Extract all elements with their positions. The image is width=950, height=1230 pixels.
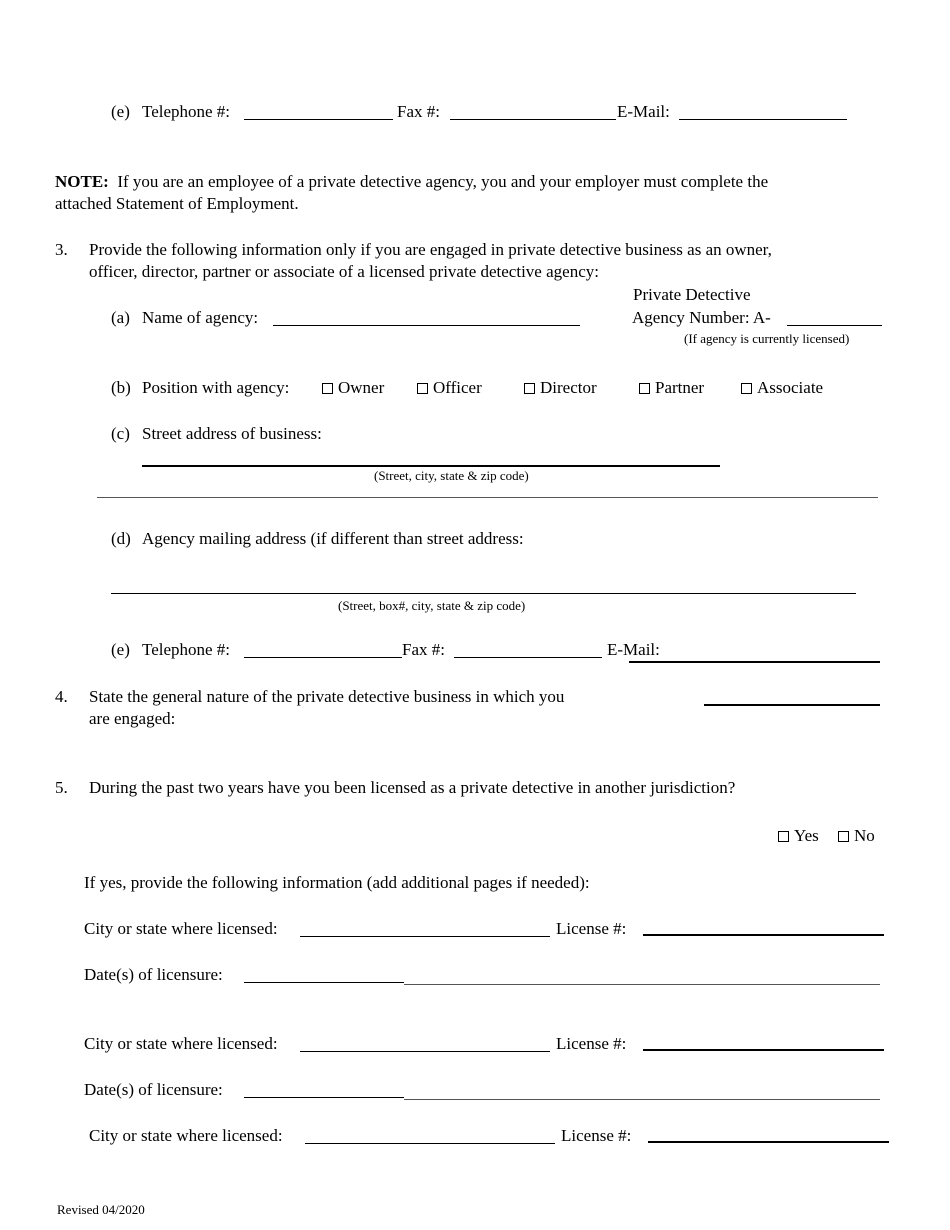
dates-field-2-extension bbox=[404, 1099, 880, 1100]
top-email-label: E-Mail: bbox=[617, 102, 670, 121]
section-divider bbox=[97, 497, 878, 498]
top-telephone-label: Telephone #: bbox=[142, 102, 231, 121]
dates-field-2[interactable] bbox=[244, 1097, 404, 1098]
street-address-field[interactable] bbox=[142, 465, 720, 467]
licensed-yes-label: Yes bbox=[794, 826, 819, 845]
licensed-no-checkbox[interactable] bbox=[838, 826, 875, 846]
agency-number-hint: (If agency is currently licensed) bbox=[684, 331, 850, 346]
position-partner-label: Partner bbox=[655, 378, 705, 397]
top-email-field[interactable] bbox=[679, 119, 847, 120]
top-fax-label: Fax #: bbox=[397, 102, 440, 121]
agency-email-field[interactable] bbox=[629, 661, 880, 663]
q4-number: 4. bbox=[55, 687, 68, 706]
position-associate-label: Associate bbox=[757, 378, 824, 397]
checkbox-icon bbox=[741, 383, 752, 394]
city-state-label-2: City or state where licensed: bbox=[84, 1034, 278, 1053]
q3d-item: (d) bbox=[111, 529, 131, 548]
city-state-field-3[interactable] bbox=[305, 1143, 555, 1144]
street-address-hint: (Street, city, state & zip code) bbox=[374, 468, 529, 483]
dates-label-2: Date(s) of licensure: bbox=[84, 1080, 223, 1099]
if-yes-instruction: If yes, provide the following information (add additional pages if needed): bbox=[84, 873, 590, 892]
city-state-field-1[interactable] bbox=[300, 936, 550, 937]
agency-name-label: Name of agency: bbox=[142, 308, 259, 327]
license-number-label-2: License #: bbox=[556, 1034, 627, 1053]
revised-date: Revised 04/2020 bbox=[57, 1202, 145, 1217]
note-line1 bbox=[55, 172, 768, 192]
business-nature-field[interactable] bbox=[704, 704, 880, 706]
q3-number: 3. bbox=[55, 240, 68, 259]
position-owner-label: Owner bbox=[338, 378, 385, 397]
q3a-item: (a) bbox=[111, 308, 130, 327]
agency-email-label: E-Mail: bbox=[607, 640, 660, 659]
top-contact-item: (e) bbox=[111, 102, 130, 121]
top-fax-field[interactable] bbox=[450, 119, 616, 120]
note-text-line1: If you are an employee of a private detective agency, you and your employer must complete the bbox=[117, 172, 769, 191]
checkbox-icon bbox=[838, 831, 849, 842]
mailing-address-field[interactable] bbox=[111, 593, 856, 594]
street-address-label: Street address of business: bbox=[142, 424, 322, 443]
agency-name-field[interactable] bbox=[273, 325, 580, 326]
position-partner-checkbox[interactable] bbox=[639, 378, 704, 398]
license-number-field-3[interactable] bbox=[648, 1141, 889, 1143]
position-officer-label: Officer bbox=[433, 378, 482, 397]
position-associate-checkbox[interactable] bbox=[741, 378, 823, 398]
city-state-field-2[interactable] bbox=[300, 1051, 550, 1052]
city-state-label-1: City or state where licensed: bbox=[84, 919, 278, 938]
city-state-label-3: City or state where licensed: bbox=[89, 1126, 283, 1145]
q3e-item: (e) bbox=[111, 640, 130, 659]
position-director-label: Director bbox=[540, 378, 597, 397]
note-text-line2: attached Statement of Employment. bbox=[55, 194, 299, 213]
position-officer-checkbox[interactable] bbox=[417, 378, 482, 398]
agency-number-field[interactable] bbox=[787, 325, 882, 326]
agency-telephone-field[interactable] bbox=[244, 657, 402, 658]
checkbox-icon bbox=[417, 383, 428, 394]
mailing-address-label: Agency mailing address (if different than street address: bbox=[142, 529, 524, 548]
pd-agency-label-line2: Agency Number: A- bbox=[632, 308, 771, 327]
position-label: Position with agency: bbox=[142, 378, 290, 397]
q4-text-line2: are engaged: bbox=[89, 709, 176, 728]
dates-label-1: Date(s) of licensure: bbox=[84, 965, 223, 984]
top-telephone-field[interactable] bbox=[244, 119, 393, 120]
dates-field-1-extension bbox=[404, 984, 880, 985]
position-owner-checkbox[interactable] bbox=[322, 378, 384, 398]
q3-text-line2: officer, director, partner or associate of a licensed private detective agency: bbox=[89, 262, 599, 281]
agency-telephone-label: Telephone #: bbox=[142, 640, 231, 659]
q5-number: 5. bbox=[55, 778, 68, 797]
position-director-checkbox[interactable] bbox=[524, 378, 597, 398]
dates-field-1[interactable] bbox=[244, 982, 404, 983]
license-number-label-1: License #: bbox=[556, 919, 627, 938]
licensed-no-label: No bbox=[854, 826, 875, 845]
pd-agency-label-line1: Private Detective bbox=[633, 285, 751, 304]
license-number-field-2[interactable] bbox=[643, 1049, 884, 1051]
note-label: NOTE: bbox=[55, 172, 109, 191]
q3-text-line1: Provide the following information only if you are engaged in private detective business as an owner, bbox=[89, 240, 772, 259]
q3c-item: (c) bbox=[111, 424, 130, 443]
licensed-yes-checkbox[interactable] bbox=[778, 826, 819, 846]
checkbox-icon bbox=[524, 383, 535, 394]
checkbox-icon bbox=[639, 383, 650, 394]
license-number-field-1[interactable] bbox=[643, 934, 884, 936]
q5-text: During the past two years have you been licensed as a private detective in another jurisdiction? bbox=[89, 778, 736, 797]
checkbox-icon bbox=[322, 383, 333, 394]
license-number-label-3: License #: bbox=[561, 1126, 632, 1145]
q4-text-line1: State the general nature of the private detective business in which you bbox=[89, 687, 565, 706]
q3b-item: (b) bbox=[111, 378, 131, 397]
mailing-address-hint: (Street, box#, city, state & zip code) bbox=[338, 598, 526, 613]
agency-fax-field[interactable] bbox=[454, 657, 602, 658]
agency-fax-label: Fax #: bbox=[402, 640, 445, 659]
checkbox-icon bbox=[778, 831, 789, 842]
